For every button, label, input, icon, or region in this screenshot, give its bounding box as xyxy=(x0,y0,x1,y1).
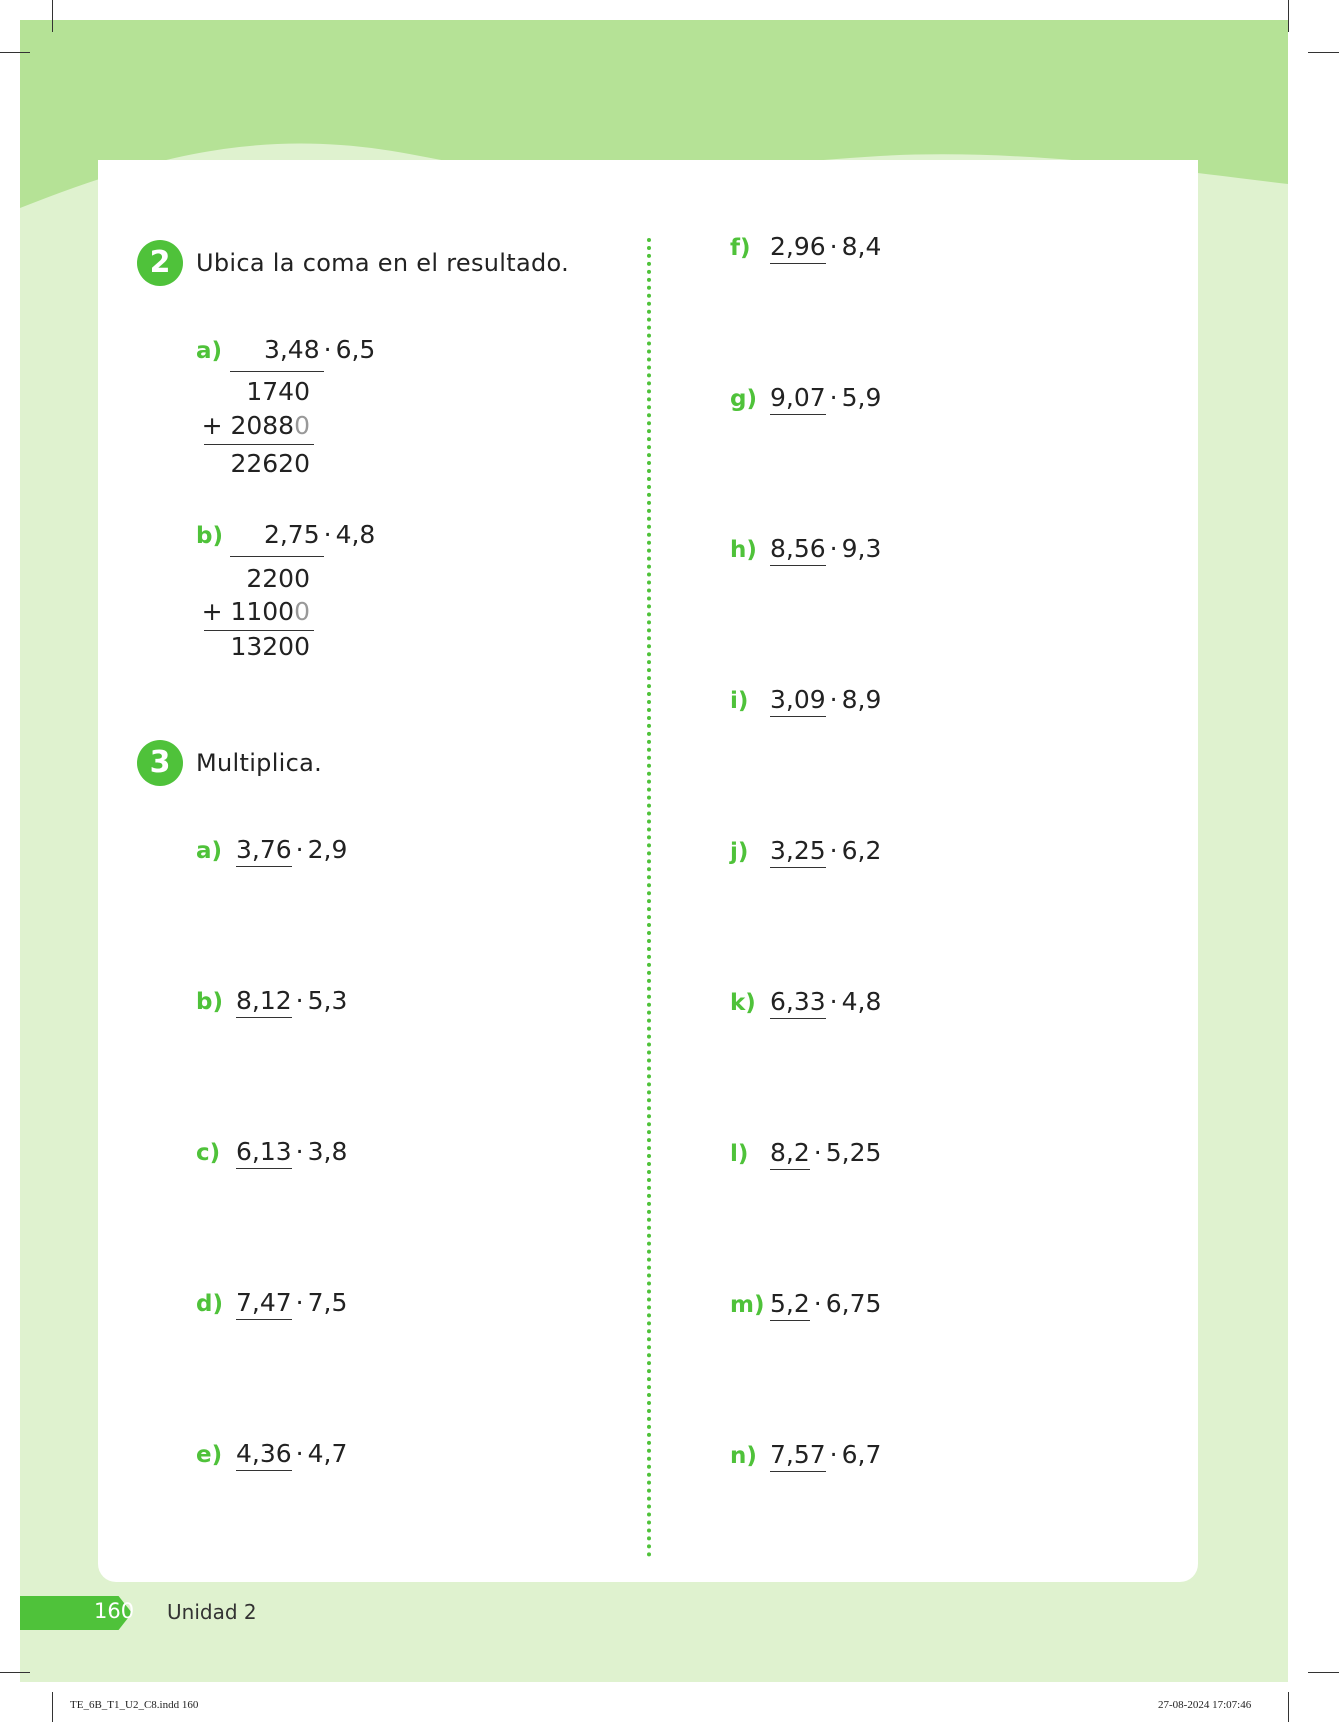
page-number: 160 xyxy=(94,1599,135,1623)
exercise-3m xyxy=(730,1289,881,1321)
factor-2: 8,4 xyxy=(841,232,882,261)
exercise-label: i) xyxy=(730,688,749,714)
factor-2: 5,9 xyxy=(841,383,882,412)
factor-2: 2,9 xyxy=(307,835,348,864)
exercise-label: n) xyxy=(730,1443,757,1469)
partial-product-1: 1740 xyxy=(246,377,310,406)
exercise-3e xyxy=(196,1439,347,1471)
factor-2: 5,3 xyxy=(307,986,348,1015)
factor-1: 8,2 xyxy=(770,1138,810,1170)
crop-mark xyxy=(1308,1672,1339,1673)
partial-product-2 xyxy=(180,597,310,626)
exercise-label: m) xyxy=(730,1292,765,1318)
exercise-3i xyxy=(730,685,881,717)
times-dot: · xyxy=(323,520,332,549)
crop-mark xyxy=(52,0,53,32)
exercise-2b xyxy=(196,520,375,549)
times-dot: · xyxy=(295,1439,304,1468)
sum-rule xyxy=(204,630,314,631)
placeholder-zero: 0 xyxy=(294,411,310,440)
factor-1: 6,33 xyxy=(770,987,826,1019)
factor-1: 5,2 xyxy=(770,1289,810,1321)
factor-2: 6,75 xyxy=(825,1289,882,1318)
exercise-2a xyxy=(196,335,375,364)
section-2-number: 2 xyxy=(137,240,183,286)
factor-1: 6,13 xyxy=(236,1137,292,1169)
times-dot: · xyxy=(323,335,332,364)
section-3-instruction: Multiplica. xyxy=(196,749,323,777)
factor-2: 3,8 xyxy=(307,1137,348,1166)
partial-digits: 1100 xyxy=(230,597,295,626)
factor-2: 6,5 xyxy=(335,335,376,364)
factor-1: 3,09 xyxy=(770,685,826,717)
exercise-label: k) xyxy=(730,990,756,1016)
factor-2: 5,25 xyxy=(825,1138,882,1167)
factor-2: 4,7 xyxy=(307,1439,348,1468)
crop-mark xyxy=(1308,52,1339,53)
exercise-3c xyxy=(196,1137,347,1169)
times-dot: · xyxy=(813,1289,822,1318)
crop-mark xyxy=(1288,0,1289,32)
exercise-3k xyxy=(730,987,881,1019)
factor-1: 4,36 xyxy=(236,1439,292,1471)
factor-1: 2,75 xyxy=(263,520,320,549)
underline xyxy=(230,371,324,372)
factor-1: 9,07 xyxy=(770,383,826,415)
exercise-3n xyxy=(730,1440,881,1472)
times-dot: · xyxy=(295,1137,304,1166)
partial-digits: 2088 xyxy=(230,411,295,440)
exercise-label: f) xyxy=(730,235,751,261)
exercise-label: c) xyxy=(196,1140,221,1166)
print-slug-file: TE_6B_T1_U2_C8.indd 160 xyxy=(70,1699,199,1711)
times-dot: · xyxy=(813,1138,822,1167)
exercise-label: e) xyxy=(196,1442,223,1468)
exercise-label: a) xyxy=(196,338,223,364)
times-dot: · xyxy=(829,232,838,261)
unit-label: Unidad 2 xyxy=(167,1600,257,1624)
times-dot: · xyxy=(829,383,838,412)
factor-1: 7,57 xyxy=(770,1440,826,1472)
factor-1: 8,56 xyxy=(770,534,826,566)
exercise-label: l) xyxy=(730,1141,749,1167)
exercise-3l xyxy=(730,1138,881,1170)
times-dot: · xyxy=(829,987,838,1016)
factor-1: 3,76 xyxy=(236,835,292,867)
underline xyxy=(230,556,324,557)
exercise-3a xyxy=(196,835,347,867)
times-dot: · xyxy=(829,836,838,865)
column-divider xyxy=(647,238,651,1558)
exercise-label: j) xyxy=(730,839,749,865)
factor-2: 6,7 xyxy=(841,1440,882,1469)
factor-1: 8,12 xyxy=(236,986,292,1018)
exercise-3b xyxy=(196,986,347,1018)
times-dot: · xyxy=(829,685,838,714)
crop-mark xyxy=(52,1692,53,1722)
exercise-label: a) xyxy=(196,838,223,864)
times-dot: · xyxy=(829,534,838,563)
times-dot: · xyxy=(295,986,304,1015)
crop-mark xyxy=(0,52,30,53)
exercise-3h xyxy=(730,534,881,566)
factor-1: 3,48 xyxy=(263,335,320,364)
exercise-3g xyxy=(730,383,881,415)
placeholder-zero: 0 xyxy=(294,597,310,626)
section-3-number: 3 xyxy=(137,740,183,786)
exercise-3j xyxy=(730,836,881,868)
exercise-label: b) xyxy=(196,523,223,549)
exercise-label: h) xyxy=(730,537,757,563)
times-dot: · xyxy=(829,1440,838,1469)
partial-product-2 xyxy=(180,411,310,440)
times-dot: · xyxy=(295,1288,304,1317)
result: 22620 xyxy=(230,449,310,478)
factor-1: 7,47 xyxy=(236,1288,292,1320)
exercise-label: b) xyxy=(196,989,223,1015)
crop-mark xyxy=(1288,1692,1289,1722)
crop-mark xyxy=(0,1672,30,1673)
factor-1: 2,96 xyxy=(770,232,826,264)
factor-2: 9,3 xyxy=(841,534,882,563)
factor-2: 8,9 xyxy=(841,685,882,714)
plus-sign: + xyxy=(201,411,223,440)
exercise-3f xyxy=(730,232,881,264)
exercise-label: g) xyxy=(730,386,757,412)
print-slug-datetime: 27-08-2024 17:07:46 xyxy=(1158,1699,1252,1711)
factor-1: 3,25 xyxy=(770,836,826,868)
sum-rule xyxy=(204,444,314,445)
exercise-label: d) xyxy=(196,1291,223,1317)
section-2-instruction: Ubica la coma en el resultado. xyxy=(196,249,569,277)
result: 13200 xyxy=(230,632,310,661)
times-dot: · xyxy=(295,835,304,864)
factor-2: 4,8 xyxy=(335,520,376,549)
factor-2: 4,8 xyxy=(841,987,882,1016)
exercise-3d xyxy=(196,1288,347,1320)
factor-2: 6,2 xyxy=(841,836,882,865)
factor-2: 7,5 xyxy=(307,1288,348,1317)
partial-product-1: 2200 xyxy=(246,564,310,593)
plus-sign: + xyxy=(201,597,223,626)
